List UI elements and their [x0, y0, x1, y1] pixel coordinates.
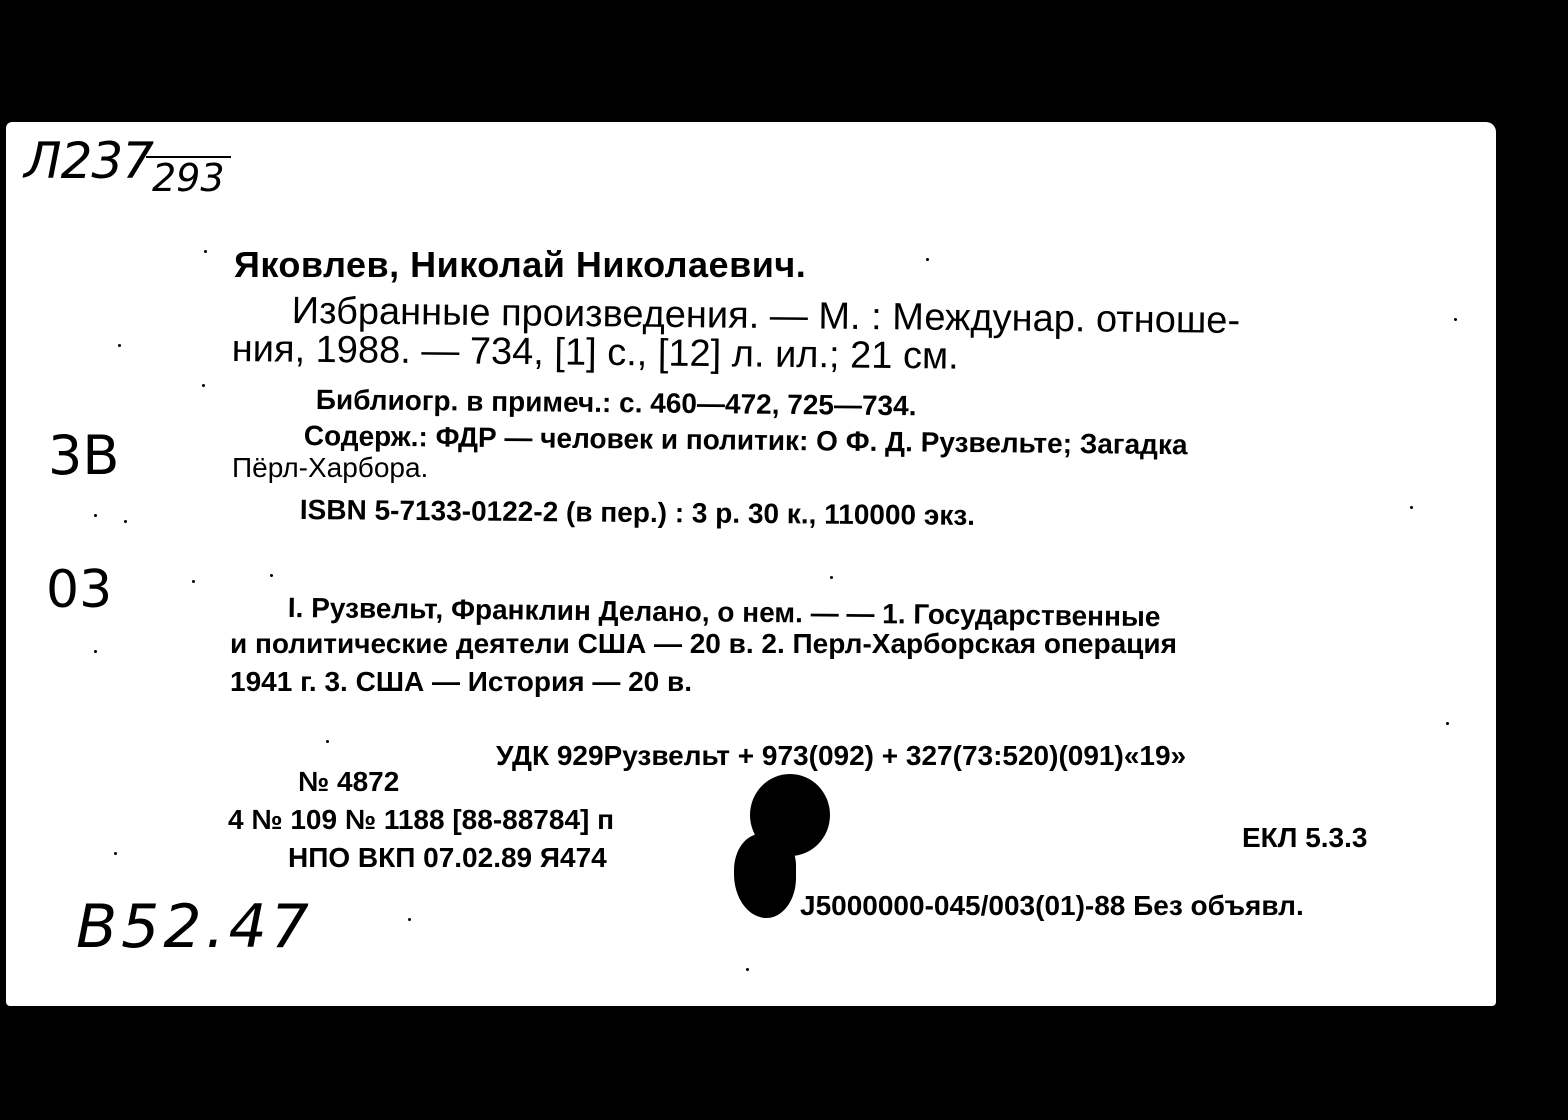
speck	[326, 740, 329, 743]
subjects-line-3: 1941 г. 3. США — История — 20 в.	[230, 666, 693, 697]
contents-line-1: Содерж.: ФДР — человек и политик: О Ф. Д. Рузвельте; Загадка	[303, 420, 1188, 461]
ink-blot-tail	[734, 834, 796, 918]
shelf-mark: Л237	[24, 132, 154, 190]
handwritten-mark-03: 03	[46, 560, 113, 620]
npo-line: НПО ВКП 07.02.89 Я474	[288, 842, 607, 873]
speck	[270, 574, 273, 577]
speck	[114, 852, 117, 855]
speck	[118, 344, 121, 347]
speck	[124, 520, 127, 523]
record-number: № 4872	[298, 766, 400, 797]
catalog-card	[6, 122, 1496, 1006]
shelf-mark-sub: 293	[146, 156, 231, 198]
speck	[94, 650, 97, 653]
author-heading: Яковлев, Николай Николаевич.	[234, 244, 807, 285]
speck	[1454, 318, 1457, 321]
handwritten-mark-3v: 3В	[48, 424, 120, 487]
speck	[408, 918, 411, 921]
ekl-code: ЕКЛ 5.3.3	[1242, 822, 1368, 853]
speck	[94, 514, 97, 517]
subjects-line-2: и политические деятели США — 20 в. 2. Перл-Харборская операция	[230, 628, 1177, 659]
speck	[746, 968, 749, 971]
subjects-line-1: I. Рузвельт, Франклин Делано, о нем. — — 1. Государственные	[287, 592, 1161, 633]
speck	[1410, 506, 1413, 509]
bibliography-note: Библиогр. в примеч.: с. 460—472, 725—734.	[315, 384, 917, 422]
contents-line-2: Пёрл-Харбора.	[232, 452, 429, 483]
speck	[204, 250, 207, 253]
title-line-2: ния, 1988. — 734, [1] с., [12] л. ил.; 21 см.	[231, 328, 959, 378]
handwritten-bottom-code: В52.47	[76, 892, 313, 962]
print-info: 4 № 109 № 1188 [88-88784] п	[228, 804, 615, 835]
udk-line: УДК 929Рузвельт + 973(092) + 327(73:520)(091)«19»	[496, 740, 1187, 771]
speck	[192, 580, 195, 583]
code-line: J5000000-045/003(01)-88 Без объявл.	[800, 890, 1304, 921]
speck	[830, 576, 833, 579]
isbn-line: ISBN 5-7133-0122-2 (в пер.) : 3 р. 30 к., 110000 экз.	[299, 494, 976, 531]
title-line-1: Избранные произведения. — М. : Междунар. отноше-	[291, 290, 1241, 342]
speck	[1446, 722, 1449, 725]
speck	[926, 258, 929, 261]
speck	[202, 384, 205, 387]
